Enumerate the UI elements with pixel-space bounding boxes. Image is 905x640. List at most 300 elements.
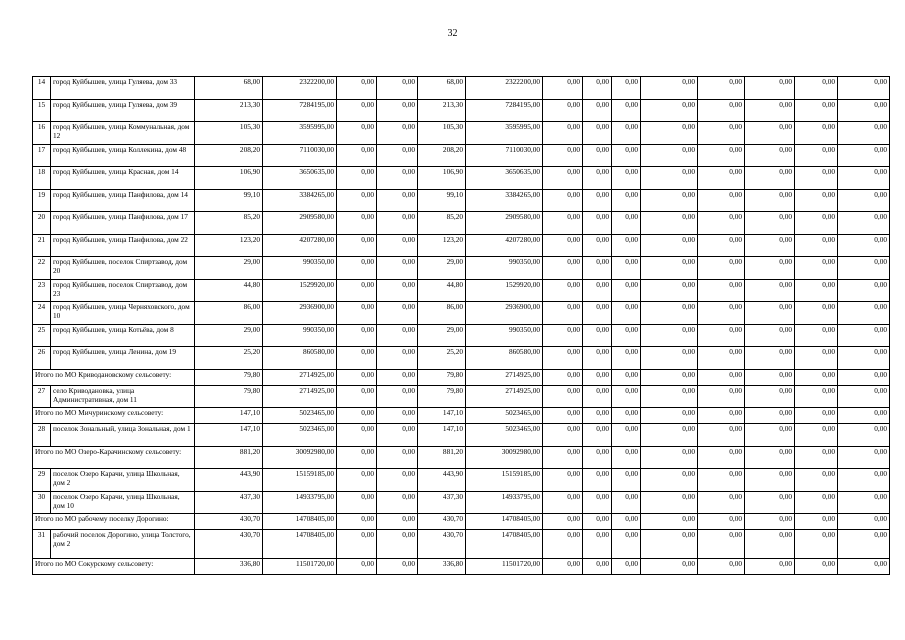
value-cell: 0,00: [612, 257, 641, 280]
value-cell: 85,20: [418, 212, 466, 235]
value-cell: 0,00: [795, 385, 838, 408]
value-cell: 0,00: [543, 347, 583, 370]
address-cell: поселок Озеро Карачи, улица Школьная, дом 2: [51, 469, 195, 492]
value-cell: 0,00: [612, 99, 641, 122]
value-cell: 0,00: [543, 385, 583, 408]
value-cell: 2714925,00: [263, 385, 337, 408]
value-cell: 0,00: [641, 99, 698, 122]
value-cell: 213,30: [418, 99, 466, 122]
value-cell: 0,00: [337, 369, 377, 385]
row-number: 21: [33, 234, 51, 257]
value-cell: 430,70: [418, 514, 466, 530]
value-cell: 0,00: [337, 530, 377, 559]
value-cell: 0,00: [838, 302, 890, 325]
value-cell: 0,00: [838, 77, 890, 100]
value-cell: 0,00: [583, 122, 612, 145]
value-cell: 0,00: [583, 559, 612, 575]
value-cell: 0,00: [377, 212, 418, 235]
value-cell: 14933795,00: [466, 491, 543, 514]
value-cell: 0,00: [612, 324, 641, 347]
value-cell: 3595995,00: [466, 122, 543, 145]
value-cell: 0,00: [838, 257, 890, 280]
value-cell: 0,00: [698, 347, 745, 370]
total-row: [33, 369, 890, 385]
value-cell: 14933795,00: [263, 491, 337, 514]
value-cell: 0,00: [838, 99, 890, 122]
value-cell: 0,00: [377, 369, 418, 385]
value-cell: 336,80: [195, 559, 263, 575]
value-cell: 0,00: [612, 530, 641, 559]
value-cell: 14708405,00: [263, 530, 337, 559]
table-row: [33, 530, 890, 559]
value-cell: 105,30: [195, 122, 263, 145]
value-cell: 0,00: [337, 302, 377, 325]
address-cell: село Криводановка, улица Административная, дом 11: [51, 385, 195, 408]
value-cell: 68,00: [195, 77, 263, 100]
table-body: [33, 77, 890, 575]
value-cell: 14708405,00: [466, 514, 543, 530]
value-cell: 0,00: [337, 257, 377, 280]
value-cell: 0,00: [698, 279, 745, 302]
value-cell: 0,00: [745, 530, 795, 559]
row-number: 27: [33, 385, 51, 408]
value-cell: 0,00: [745, 514, 795, 530]
value-cell: 0,00: [543, 279, 583, 302]
value-cell: 0,00: [838, 279, 890, 302]
value-cell: 0,00: [543, 446, 583, 469]
value-cell: 0,00: [698, 144, 745, 167]
value-cell: 0,00: [745, 446, 795, 469]
row-number: 29: [33, 469, 51, 492]
value-cell: 0,00: [377, 385, 418, 408]
row-number: 15: [33, 99, 51, 122]
row-number: 23: [33, 279, 51, 302]
row-number: 24: [33, 302, 51, 325]
value-cell: 208,20: [195, 144, 263, 167]
value-cell: 0,00: [337, 122, 377, 145]
value-cell: 990350,00: [466, 324, 543, 347]
value-cell: 0,00: [795, 530, 838, 559]
value-cell: 0,00: [337, 167, 377, 190]
value-cell: 0,00: [377, 122, 418, 145]
value-cell: 0,00: [795, 189, 838, 212]
value-cell: 0,00: [698, 77, 745, 100]
value-cell: 0,00: [612, 122, 641, 145]
value-cell: 430,70: [195, 530, 263, 559]
value-cell: 0,00: [583, 469, 612, 492]
value-cell: 0,00: [698, 167, 745, 190]
value-cell: 0,00: [745, 491, 795, 514]
value-cell: 0,00: [745, 77, 795, 100]
value-cell: 0,00: [612, 144, 641, 167]
value-cell: 0,00: [838, 234, 890, 257]
address-cell: город Куйбышев, улица Гуляева, дом 39: [51, 99, 195, 122]
value-cell: 0,00: [838, 530, 890, 559]
table-row: [33, 212, 890, 235]
value-cell: 0,00: [698, 408, 745, 424]
value-cell: 0,00: [612, 385, 641, 408]
table-row: [33, 144, 890, 167]
data-table: [32, 76, 890, 575]
value-cell: 79,80: [418, 369, 466, 385]
value-cell: 44,80: [195, 279, 263, 302]
value-cell: 1529920,00: [466, 279, 543, 302]
table-row: [33, 257, 890, 280]
table-row: [33, 234, 890, 257]
value-cell: 0,00: [838, 212, 890, 235]
value-cell: 990350,00: [466, 257, 543, 280]
row-number: 25: [33, 324, 51, 347]
value-cell: 213,30: [195, 99, 263, 122]
value-cell: 29,00: [418, 324, 466, 347]
value-cell: 0,00: [698, 122, 745, 145]
table-row: [33, 491, 890, 514]
value-cell: 0,00: [745, 122, 795, 145]
value-cell: 3650635,00: [466, 167, 543, 190]
value-cell: 0,00: [838, 347, 890, 370]
value-cell: 990350,00: [263, 257, 337, 280]
page-number: 32: [447, 28, 458, 39]
value-cell: 0,00: [612, 491, 641, 514]
value-cell: 0,00: [612, 279, 641, 302]
value-cell: 3595995,00: [263, 122, 337, 145]
value-cell: 123,20: [418, 234, 466, 257]
value-cell: 990350,00: [263, 324, 337, 347]
value-cell: 443,90: [195, 469, 263, 492]
value-cell: 430,70: [195, 514, 263, 530]
value-cell: 0,00: [838, 167, 890, 190]
value-cell: 0,00: [583, 234, 612, 257]
value-cell: 0,00: [795, 122, 838, 145]
address-cell: город Куйбышев, поселок Спиртзавод, дом 23: [51, 279, 195, 302]
value-cell: 30092980,00: [263, 446, 337, 469]
value-cell: 147,10: [418, 424, 466, 447]
value-cell: 0,00: [612, 189, 641, 212]
value-cell: 0,00: [583, 212, 612, 235]
value-cell: 79,80: [195, 369, 263, 385]
value-cell: 0,00: [745, 302, 795, 325]
value-cell: 0,00: [641, 369, 698, 385]
value-cell: 2936900,00: [466, 302, 543, 325]
value-cell: 0,00: [612, 234, 641, 257]
value-cell: 29,00: [195, 324, 263, 347]
value-cell: 2714925,00: [466, 385, 543, 408]
value-cell: 86,00: [418, 302, 466, 325]
address-cell: город Куйбышев, поселок Спиртзавод, дом 20: [51, 257, 195, 280]
value-cell: 0,00: [612, 369, 641, 385]
value-cell: 0,00: [543, 530, 583, 559]
value-cell: 0,00: [543, 559, 583, 575]
value-cell: 0,00: [612, 167, 641, 190]
value-cell: 0,00: [583, 446, 612, 469]
value-cell: 0,00: [838, 559, 890, 575]
value-cell: 0,00: [795, 77, 838, 100]
value-cell: 7284195,00: [263, 99, 337, 122]
value-cell: 0,00: [612, 302, 641, 325]
value-cell: 105,30: [418, 122, 466, 145]
value-cell: 1529920,00: [263, 279, 337, 302]
value-cell: 0,00: [698, 469, 745, 492]
value-cell: 11501720,00: [466, 559, 543, 575]
value-cell: 0,00: [795, 212, 838, 235]
value-cell: 0,00: [745, 369, 795, 385]
value-cell: 0,00: [612, 408, 641, 424]
address-cell: город Куйбышев, улица Коллекина, дом 48: [51, 144, 195, 167]
value-cell: 0,00: [745, 257, 795, 280]
value-cell: 0,00: [612, 446, 641, 469]
value-cell: 0,00: [612, 469, 641, 492]
value-cell: 29,00: [418, 257, 466, 280]
value-cell: 79,80: [418, 385, 466, 408]
value-cell: 0,00: [543, 514, 583, 530]
table-row: [33, 167, 890, 190]
table-row: [33, 77, 890, 100]
value-cell: 0,00: [641, 234, 698, 257]
value-cell: 0,00: [698, 324, 745, 347]
value-cell: 2909580,00: [263, 212, 337, 235]
value-cell: 0,00: [641, 469, 698, 492]
value-cell: 7110030,00: [263, 144, 337, 167]
value-cell: 0,00: [337, 189, 377, 212]
value-cell: 0,00: [337, 144, 377, 167]
table-row: [33, 122, 890, 145]
total-label: Итого по МО Озеро-Карачинскому сельсовету:: [33, 446, 195, 469]
value-cell: 0,00: [698, 212, 745, 235]
value-cell: 0,00: [612, 559, 641, 575]
value-cell: 0,00: [377, 77, 418, 100]
value-cell: 0,00: [543, 212, 583, 235]
value-cell: 0,00: [583, 491, 612, 514]
value-cell: 0,00: [377, 347, 418, 370]
value-cell: 0,00: [377, 234, 418, 257]
address-cell: город Куйбышев, улица Панфилова, дом 17: [51, 212, 195, 235]
value-cell: 0,00: [641, 408, 698, 424]
address-cell: поселок Зональный, улица Зональная, дом 1: [51, 424, 195, 447]
address-cell: город Куйбышев, улица Панфилова, дом 22: [51, 234, 195, 257]
value-cell: 0,00: [543, 257, 583, 280]
value-cell: 437,30: [195, 491, 263, 514]
value-cell: 0,00: [337, 279, 377, 302]
address-cell: город Куйбышев, улица Ленина, дом 19: [51, 347, 195, 370]
value-cell: 0,00: [337, 77, 377, 100]
value-cell: 0,00: [543, 77, 583, 100]
value-cell: 2714925,00: [263, 369, 337, 385]
value-cell: 0,00: [641, 257, 698, 280]
value-cell: 0,00: [745, 385, 795, 408]
value-cell: 0,00: [337, 514, 377, 530]
value-cell: 0,00: [612, 77, 641, 100]
value-cell: 4207280,00: [466, 234, 543, 257]
total-label: Итого по МО Криводановскому сельсовету:: [33, 369, 195, 385]
value-cell: 860580,00: [263, 347, 337, 370]
value-cell: 0,00: [838, 189, 890, 212]
value-cell: 15159185,00: [466, 469, 543, 492]
value-cell: 0,00: [641, 167, 698, 190]
value-cell: 0,00: [641, 189, 698, 212]
address-cell: город Куйбышев, улица Черняховского, дом 10: [51, 302, 195, 325]
value-cell: 0,00: [641, 144, 698, 167]
value-cell: 0,00: [745, 99, 795, 122]
value-cell: 208,20: [418, 144, 466, 167]
value-cell: 0,00: [641, 559, 698, 575]
value-cell: 0,00: [612, 424, 641, 447]
value-cell: 2936900,00: [263, 302, 337, 325]
value-cell: 5023465,00: [263, 408, 337, 424]
value-cell: 0,00: [377, 408, 418, 424]
value-cell: 2322200,00: [263, 77, 337, 100]
value-cell: 0,00: [337, 446, 377, 469]
value-cell: 0,00: [337, 347, 377, 370]
value-cell: 0,00: [795, 234, 838, 257]
value-cell: 0,00: [641, 385, 698, 408]
value-cell: 0,00: [543, 167, 583, 190]
value-cell: 0,00: [795, 514, 838, 530]
value-cell: 2909580,00: [466, 212, 543, 235]
address-cell: город Куйбышев, улица Котьёва, дом 8: [51, 324, 195, 347]
row-number: 31: [33, 530, 51, 559]
table-row: [33, 385, 890, 408]
value-cell: 0,00: [583, 144, 612, 167]
value-cell: 0,00: [583, 302, 612, 325]
address-cell: город Куйбышев, улица Красная, дом 14: [51, 167, 195, 190]
value-cell: 4207280,00: [263, 234, 337, 257]
value-cell: 0,00: [583, 385, 612, 408]
value-cell: 0,00: [698, 514, 745, 530]
value-cell: 0,00: [543, 324, 583, 347]
value-cell: 7284195,00: [466, 99, 543, 122]
value-cell: 0,00: [641, 424, 698, 447]
value-cell: 0,00: [543, 408, 583, 424]
value-cell: 11501720,00: [263, 559, 337, 575]
value-cell: 0,00: [745, 559, 795, 575]
value-cell: 0,00: [583, 324, 612, 347]
value-cell: 0,00: [795, 408, 838, 424]
value-cell: 0,00: [583, 279, 612, 302]
row-number: 22: [33, 257, 51, 280]
value-cell: 0,00: [583, 99, 612, 122]
value-cell: 0,00: [745, 469, 795, 492]
value-cell: 0,00: [543, 144, 583, 167]
total-row: [33, 514, 890, 530]
value-cell: 0,00: [838, 324, 890, 347]
value-cell: 0,00: [795, 167, 838, 190]
value-cell: 0,00: [377, 469, 418, 492]
value-cell: 0,00: [698, 491, 745, 514]
value-cell: 0,00: [795, 491, 838, 514]
row-number: 28: [33, 424, 51, 447]
value-cell: 44,80: [418, 279, 466, 302]
value-cell: 0,00: [698, 385, 745, 408]
value-cell: 3384265,00: [466, 189, 543, 212]
value-cell: 0,00: [745, 279, 795, 302]
value-cell: 2322200,00: [466, 77, 543, 100]
value-cell: 0,00: [838, 514, 890, 530]
value-cell: 0,00: [641, 212, 698, 235]
value-cell: 0,00: [745, 424, 795, 447]
value-cell: 0,00: [377, 491, 418, 514]
value-cell: 2714925,00: [466, 369, 543, 385]
value-cell: 0,00: [795, 279, 838, 302]
value-cell: 0,00: [698, 424, 745, 447]
value-cell: 0,00: [641, 122, 698, 145]
value-cell: 106,90: [418, 167, 466, 190]
value-cell: 0,00: [377, 446, 418, 469]
value-cell: 0,00: [838, 408, 890, 424]
value-cell: 0,00: [377, 530, 418, 559]
value-cell: 0,00: [543, 122, 583, 145]
value-cell: 0,00: [337, 99, 377, 122]
value-cell: 0,00: [377, 559, 418, 575]
value-cell: 0,00: [795, 446, 838, 469]
total-label: Итого по МО Сокурскому сельсовету:: [33, 559, 195, 575]
table-row: [33, 189, 890, 212]
value-cell: 0,00: [377, 302, 418, 325]
value-cell: 0,00: [543, 99, 583, 122]
row-number: 17: [33, 144, 51, 167]
value-cell: 0,00: [337, 559, 377, 575]
value-cell: 0,00: [337, 469, 377, 492]
value-cell: 0,00: [698, 559, 745, 575]
value-cell: 3384265,00: [263, 189, 337, 212]
value-cell: 0,00: [543, 234, 583, 257]
row-number: 20: [33, 212, 51, 235]
total-row: [33, 408, 890, 424]
value-cell: 0,00: [583, 189, 612, 212]
value-cell: 0,00: [583, 369, 612, 385]
value-cell: 0,00: [698, 302, 745, 325]
value-cell: 0,00: [543, 302, 583, 325]
value-cell: 0,00: [543, 424, 583, 447]
value-cell: 0,00: [337, 385, 377, 408]
value-cell: 0,00: [543, 491, 583, 514]
value-cell: 0,00: [641, 491, 698, 514]
value-cell: 430,70: [418, 530, 466, 559]
value-cell: 0,00: [641, 347, 698, 370]
value-cell: 0,00: [583, 424, 612, 447]
value-cell: 0,00: [795, 257, 838, 280]
table-row: [33, 347, 890, 370]
value-cell: 0,00: [745, 347, 795, 370]
value-cell: 30092980,00: [466, 446, 543, 469]
value-cell: 0,00: [583, 408, 612, 424]
value-cell: 0,00: [543, 469, 583, 492]
value-cell: 0,00: [377, 514, 418, 530]
row-number: 30: [33, 491, 51, 514]
value-cell: 0,00: [543, 369, 583, 385]
table-row: [33, 302, 890, 325]
address-cell: рабочий поселок Дорогино, улица Толстого, дом 2: [51, 530, 195, 559]
table-row: [33, 279, 890, 302]
value-cell: 0,00: [641, 77, 698, 100]
value-cell: 0,00: [377, 144, 418, 167]
table-row: [33, 99, 890, 122]
value-cell: 0,00: [543, 189, 583, 212]
value-cell: 0,00: [795, 144, 838, 167]
row-number: 14: [33, 77, 51, 100]
value-cell: 0,00: [745, 167, 795, 190]
value-cell: 68,00: [418, 77, 466, 100]
value-cell: 0,00: [337, 408, 377, 424]
value-cell: 0,00: [795, 324, 838, 347]
value-cell: 0,00: [377, 279, 418, 302]
value-cell: 0,00: [377, 257, 418, 280]
value-cell: 0,00: [745, 408, 795, 424]
value-cell: 437,30: [418, 491, 466, 514]
row-number: 18: [33, 167, 51, 190]
value-cell: 0,00: [838, 385, 890, 408]
value-cell: 0,00: [838, 491, 890, 514]
value-cell: 0,00: [745, 212, 795, 235]
